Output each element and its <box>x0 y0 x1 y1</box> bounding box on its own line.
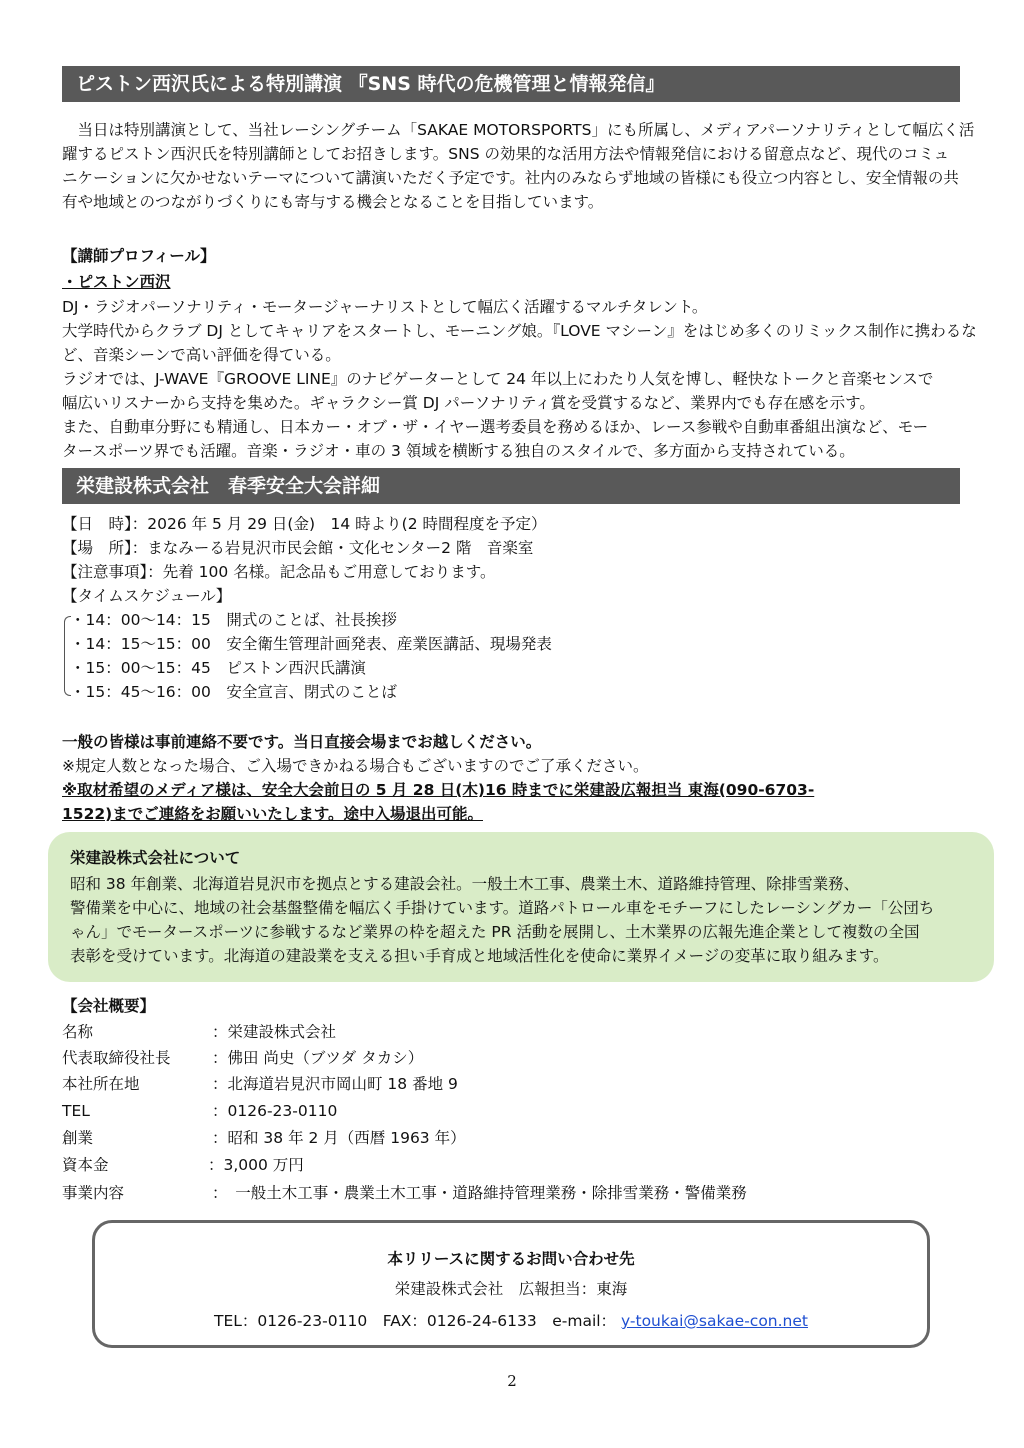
overview-key: 資本金 <box>62 1156 109 1174</box>
overview-heading: 【会社概要】 <box>62 997 156 1015</box>
about-company-box <box>48 832 994 982</box>
overview-value: ：0126-23-0110 <box>212 1102 338 1120</box>
media-notice-line1: ※取材希望のメディア様は、安全大会前日の 5 月 28 日(木)16 時までに栄建設広報担当 東海(090-6703- <box>62 781 815 799</box>
profile-line: 大学時代からクラブ DJ としてキャリアをスタートし、モーニング娘。『LOVE マシーン』をはじめ多くのリミックス制作に携わるな <box>62 322 977 340</box>
overview-value: ：3,000 万円 <box>208 1156 304 1174</box>
overview-key: 代表取締役社長 <box>62 1049 171 1067</box>
overview-value: ：佛田 尚史（ブツダ タカシ） <box>212 1049 424 1067</box>
detail-venue: 【場 所】：まなみーる岩見沢市民会館・文化センター2 階 音楽室 <box>62 539 534 557</box>
profile-heading: 【講師プロフィール】 <box>62 247 216 265</box>
detail-schedule-label: 【タイムスケジュール】 <box>62 587 232 605</box>
overview-key: 本社所在地 <box>62 1075 140 1093</box>
contact-title: 本リリースに関するお問い合わせ先 <box>387 1250 635 1268</box>
profile-name: ・ピストン西沢 <box>62 273 171 291</box>
notice: ※規定人数となった場合、ご入場できかねる場合もございますのでご了承ください。 <box>62 757 649 775</box>
overview-key: 事業内容 <box>62 1184 125 1202</box>
detail-datetime: 【日 時】：2026 年 5 月 29 日(金) 14 時より(2 時間程度を予定） <box>62 515 547 533</box>
intro-line: 躍するピストン西沢氏を特別講師としてお招きします。SNS の効果的な活用方法や情報発信における留意点など、現代のコミュ <box>62 145 950 163</box>
profile-line: DJ・ラジオパーソナリティ・モータージャーナリストとして幅広く活躍するマルチタレント。 <box>62 298 708 316</box>
schedule-item: ・14：15～15：00 安全衛生管理計画発表、産業医講話、現場発表 <box>70 635 552 653</box>
profile-line: また、自動車分野にも精通し、日本カー・オブ・ザ・イヤー選考委員を務めるほか、レース参戦や自動車番組出演など、モー <box>62 418 929 436</box>
about-line: 昭和 38 年創業、北海道岩見沢市を拠点とする建設会社。一般土木工事、農業土木、道路維持管理、除排雪業務、 <box>70 875 860 893</box>
about-line: 警備業を中心に、地域の社会基盤整備を幅広く手掛けています。道路パトロール車をモチーフにしたレーシングカー「公団ち <box>70 899 935 917</box>
overview-value: ：栄建設株式会社 <box>212 1023 337 1041</box>
section-title-event: 栄建設株式会社 春季安全大会詳細 <box>62 468 960 504</box>
page-number: 2 <box>507 1372 517 1390</box>
about-line: ゃん」でモータースポーツに参戦するなど業界の枠を超えた PR 活動を展開し、土木業界の広報先進企業として複数の全国 <box>70 923 920 941</box>
detail-notes: 【注意事項】：先着 100 名様。記念品もご用意しております。 <box>62 563 496 581</box>
profile-line: タースポーツ界でも活躍。音楽・ラジオ・車の 3 領域を横断する独自のスタイルで、多方面から支持されている。 <box>62 442 855 460</box>
intro-line: ニケーションに欠かせないテーマについて講演いただく予定です。社内のみならず地域の皆様にも役立つ内容とし、安全情報の共 <box>62 169 959 187</box>
schedule-item: ・15：00～15：45 ピストン西沢氏講演 <box>70 659 366 677</box>
media-notice-line2: 1522)までご連絡をお願いいたします。途中入場退出可能。 <box>62 805 483 823</box>
overview-key: 名称 <box>62 1023 94 1041</box>
contact-line <box>95 1309 927 1331</box>
intro-line: 有や地域とのつながりづくりにも寄与する機会となることを目指しています。 <box>62 193 604 211</box>
contact-box <box>92 1220 930 1348</box>
intro-line: 当日は特別講演として、当社レーシングチーム「SAKAE MOTORSPORTS」にも所属し、メディアパーソナリティとして幅広く活 <box>62 121 975 139</box>
profile-line: ラジオでは、J-WAVE『GROOVE LINE』のナビゲーターとして 24 年以上にわたり人気を博し、軽快なトークと音楽センスで <box>62 370 934 388</box>
contact-org: 栄建設株式会社 広報担当：東海 <box>394 1280 628 1298</box>
profile-text <box>62 295 977 463</box>
overview-value: ： 一般土木工事・農業土木工事・道路維持管理業務・除排雪業務・警備業務 <box>212 1184 747 1202</box>
about-text <box>70 872 980 968</box>
overview-value: ：北海道岩見沢市岡山町 18 番地 9 <box>212 1075 458 1093</box>
notice-bold: 一般の皆様は事前連絡不要です。当日直接会場までお越しください。 <box>62 733 542 751</box>
profile-line: ど、音楽シーンで高い評価を得ている。 <box>62 346 341 364</box>
about-line: 表彰を受けています。北海道の建設業を支える担い手育成と地域活性化を使命に業界イメージの変革に取り組みます。 <box>70 947 889 965</box>
schedule-item: ・14：00～14：15 開式のことば、社長挨拶 <box>70 611 397 629</box>
section-title-lecture: ピストン西沢氏による特別講演 『SNS 時代の危機管理と情報発信』 <box>62 66 960 102</box>
schedule-item: ・15：45～16：00 安全宣言、閉式のことば <box>70 683 397 701</box>
overview-key: TEL <box>62 1102 90 1120</box>
overview-value: ：昭和 38 年 2 月（西暦 1963 年） <box>212 1129 466 1147</box>
about-title: 栄建設株式会社について <box>70 849 241 867</box>
contact-tel-fax: TEL：0126-23-0110 FAX：0126-24-6133 e-mail： <box>214 1312 617 1330</box>
contact-email-link[interactable]: y-toukai@sakae-con.net <box>621 1312 808 1330</box>
event-details <box>62 512 962 608</box>
overview-key: 創業 <box>62 1129 94 1147</box>
profile-line: 幅広いリスナーから支持を集めた。ギャラクシー賞 DJ パーソナリティ賞を受賞するなど、業界内でも存在感を示す。 <box>62 394 875 412</box>
lecture-intro <box>62 118 975 214</box>
